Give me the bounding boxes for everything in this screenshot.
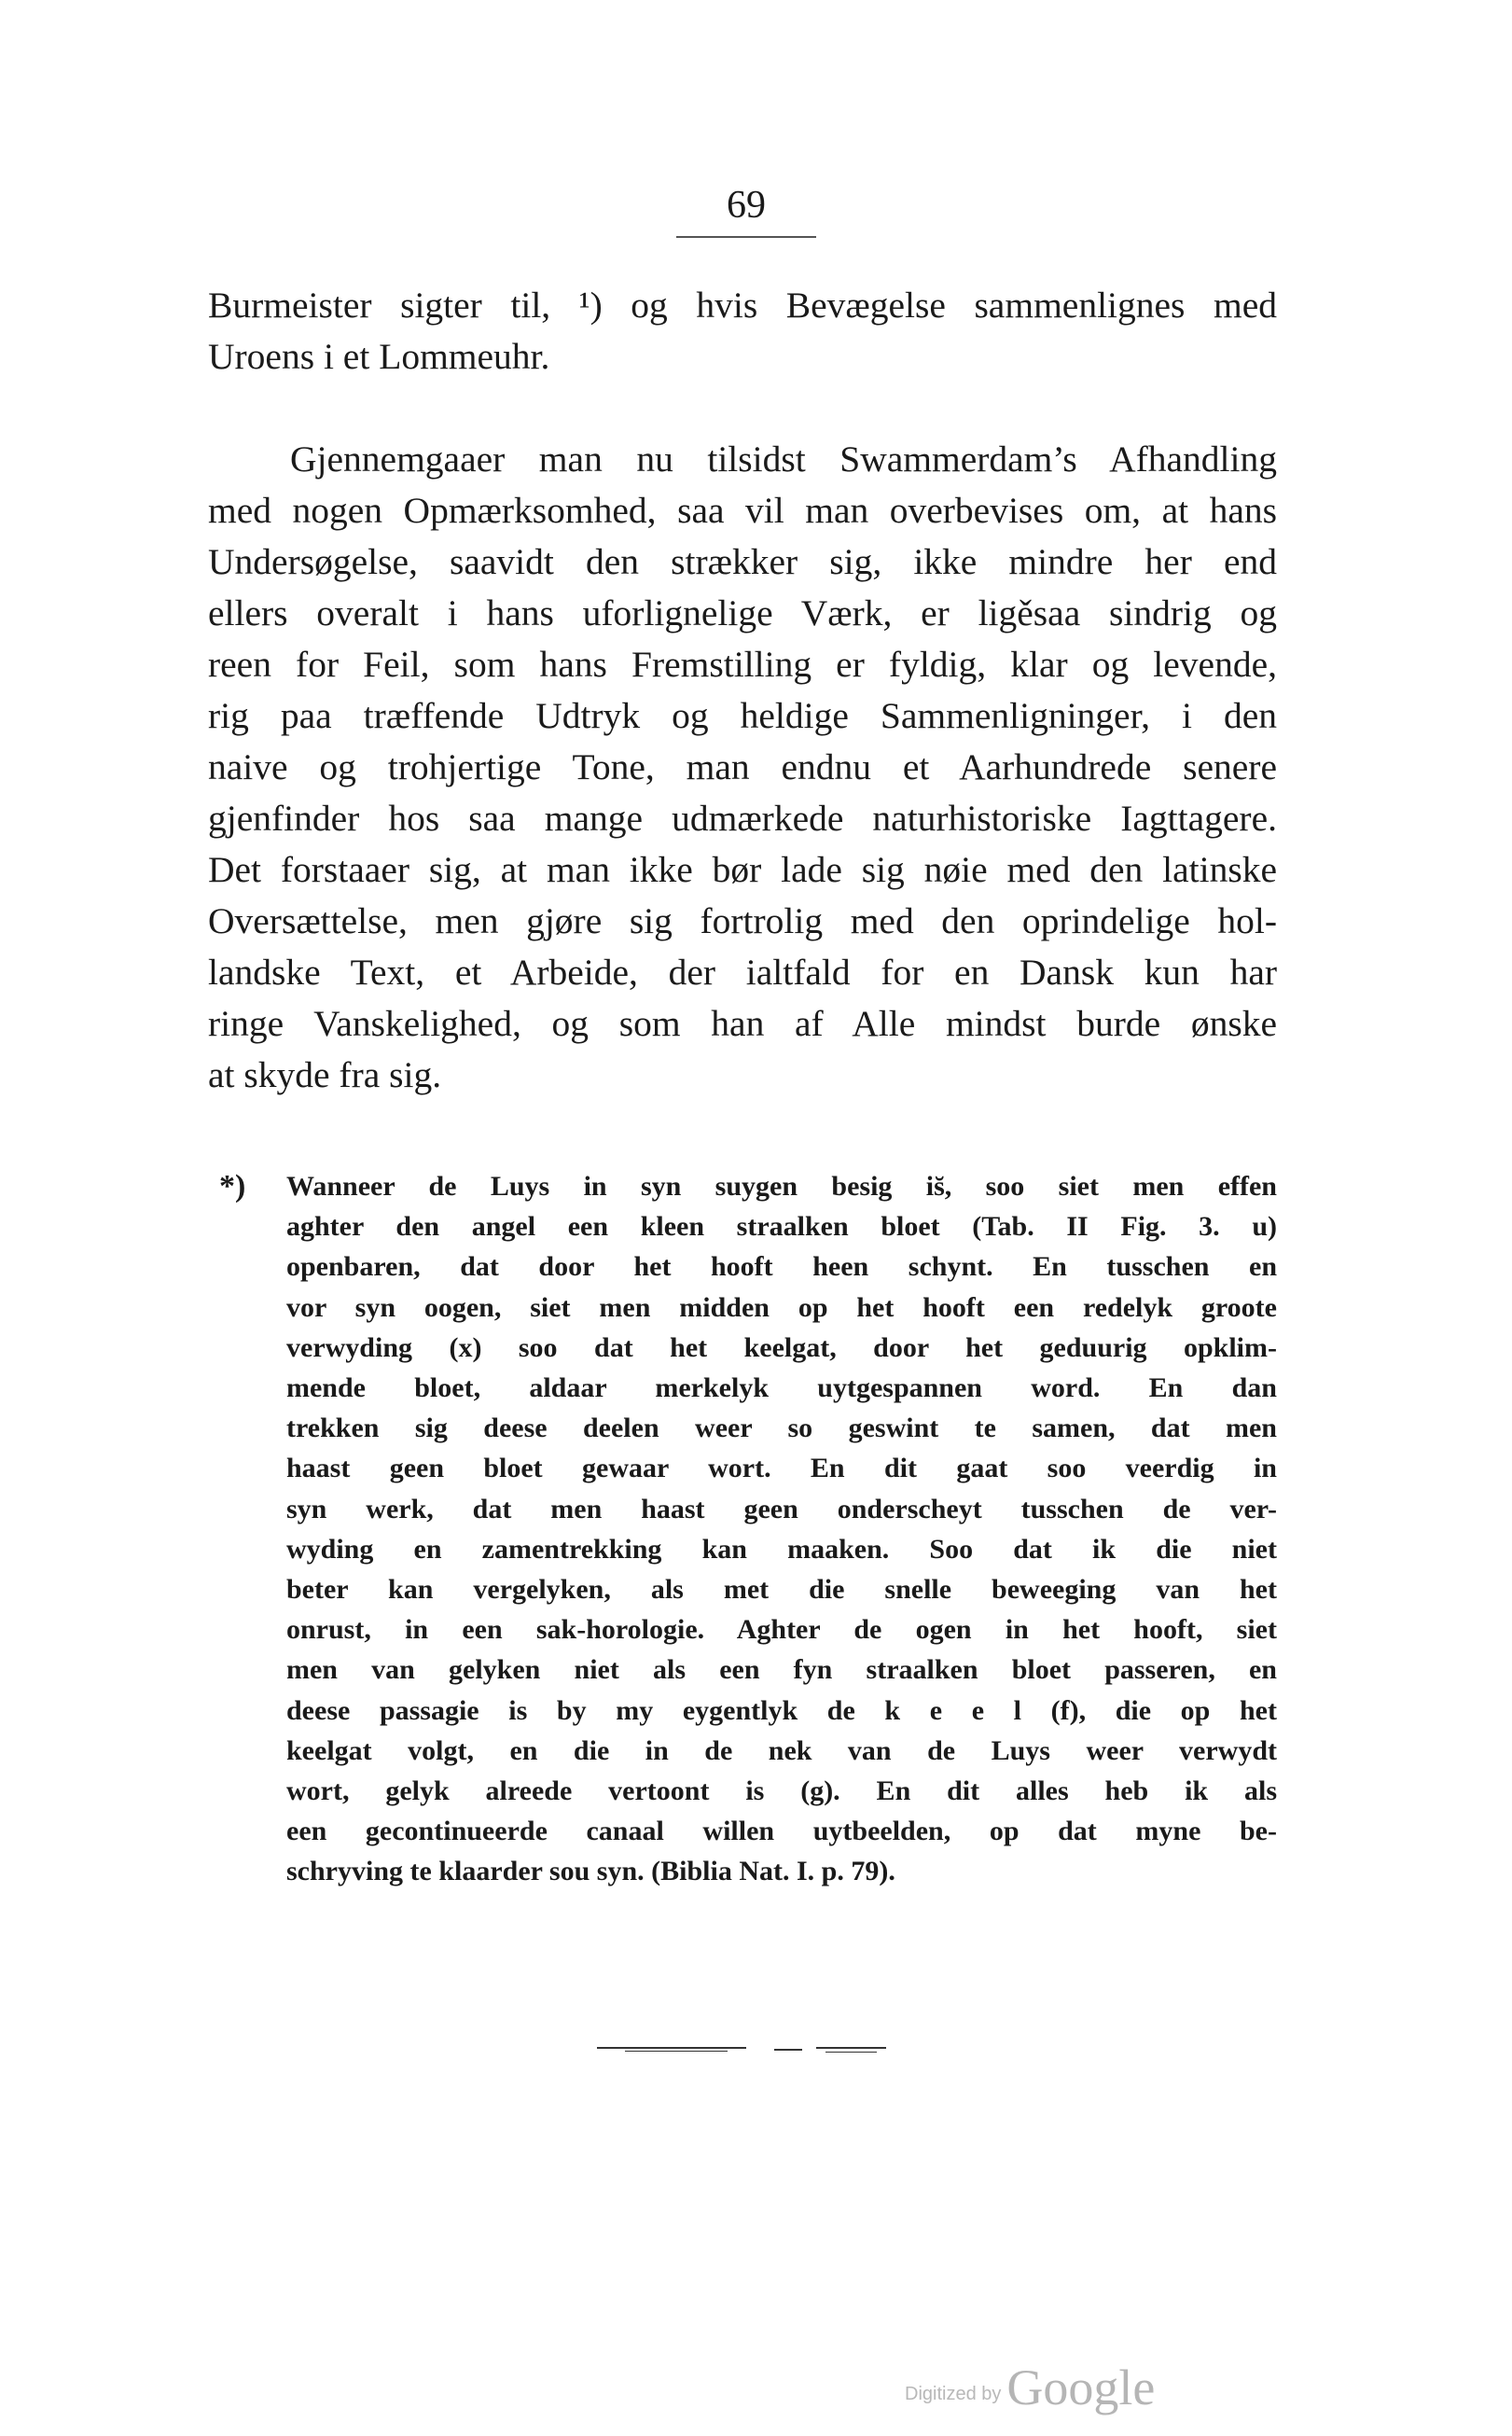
text-line: med nogen Opmærksomhed, saa vil man overbevises om, at hans [208,490,1277,531]
footnote-line: mende bloet, aldaar merkelyk uytgespannen word. En dan [286,1372,1277,1404]
text-line: gjenfinder hos saa mange udmærkede naturhistoriske Iagttagere. [208,798,1277,839]
text-line: at skyde fra sig. [208,1054,442,1095]
page-number-rule [676,236,816,238]
text-line: ringe Vanskelighed, og som han af Alle mindst burde ønske [208,1003,1277,1044]
footnote-line: schryving te klaarder sou syn. (Biblia Nat. I. p. 79). [286,1856,895,1887]
footnote-line: aghter den angel een kleen straalken bloet (Tab. II Fig. 3. u) [286,1211,1277,1243]
text-line: Undersøgelse, saavidt den strækker sig, ikke mindre her end [208,541,1277,582]
text-line: rig paa træffende Udtryk og heldige Sammenligninger, i den [208,695,1277,736]
footnote-line: trekken sig deese deelen weer so geswint te samen, dat men [286,1413,1277,1444]
paragraph-2 [208,434,1277,1101]
footnote-line: wyding en zamentrekking kan maaken. Soo dat ik die niet [286,1533,1277,1565]
digitized-by-google-watermark [905,2360,1155,2416]
footnote-line: beter kan vergelyken, als met die snelle beweeging van het [286,1574,1277,1606]
text-line: ellers overalt i hans uforlignelige Værk, er ligěsaa sindrig og [208,592,1277,633]
footnote-line: wort, gelyk alreede vertoont is (g). En dit alles heb ik als [286,1775,1277,1807]
text-line: Uroens i et Lommeuhr. [208,336,550,377]
footnote-line: men van gelyken niet als een fyn straalken bloet passeren, en [286,1654,1277,1686]
google-logo: Google [1006,2359,1156,2415]
footnote-line: keelgat volgt, en die in de nek van de Luys weer verwydt [286,1734,1277,1766]
paragraph-1 [208,280,1277,383]
footnote-line: openbaren, dat door het hooft heen schynt. En tusschen en [286,1251,1277,1283]
text-line: Gjennemgaaer man nu tilsidst Swammerdam’s Afhandling [290,438,1277,480]
watermark-prefix: Digitized by [905,2384,1002,2404]
footnote-line: onrust, in een sak-horologie. Aghter de ogen in het hooft, siet [286,1614,1277,1646]
main-text [208,280,1277,1101]
text-line: Det forstaaer sig, at man ikke bør lade sig nøie med den latinske [208,849,1277,890]
text-line: Oversættelse, men gjøre sig fortrolig med den oprindelige hol- [208,900,1277,941]
closing-ornament-rule [597,2041,886,2058]
footnote-line: Wanneer de Luys in syn suygen besig is̆, soo siet men effen [286,1171,1277,1202]
footnote-line: vor syn oogen, siet men midden op het hooft een redelyk groote [286,1291,1277,1323]
footnote-body [286,1166,1277,1892]
page-number: 69 [727,184,766,227]
footnote-line: verwyding (x) soo dat het keelgat, door het geduurig opklim- [286,1331,1277,1363]
footnote-line: deese passagie is by my eygentlyk de k e e l (f), die op het [286,1694,1277,1726]
footnote-marker: *) [219,1169,246,1204]
text-line: landske Text, et Arbeide, der ialtfald for en Dansk kun har [208,952,1277,993]
text-line: Burmeister sigter til, ¹) og hvis Bevægelse sammenlignes med [208,285,1277,326]
footnote-line: syn werk, dat men haast geen onderscheyt tusschen de ver- [286,1493,1277,1524]
footnote-line: haast geen bloet gewaar wort. En dit gaat soo veerdig in [286,1453,1277,1484]
text-line: reen for Feil, som hans Fremstilling er fyldig, klar og levende, [208,644,1277,685]
text-line: naive og trohjertige Tone, man endnu et Aarhundrede senere [208,746,1277,787]
footnote-line: een gecontinueerde canaal willen uytbeelden, op dat myne be- [286,1816,1277,1847]
